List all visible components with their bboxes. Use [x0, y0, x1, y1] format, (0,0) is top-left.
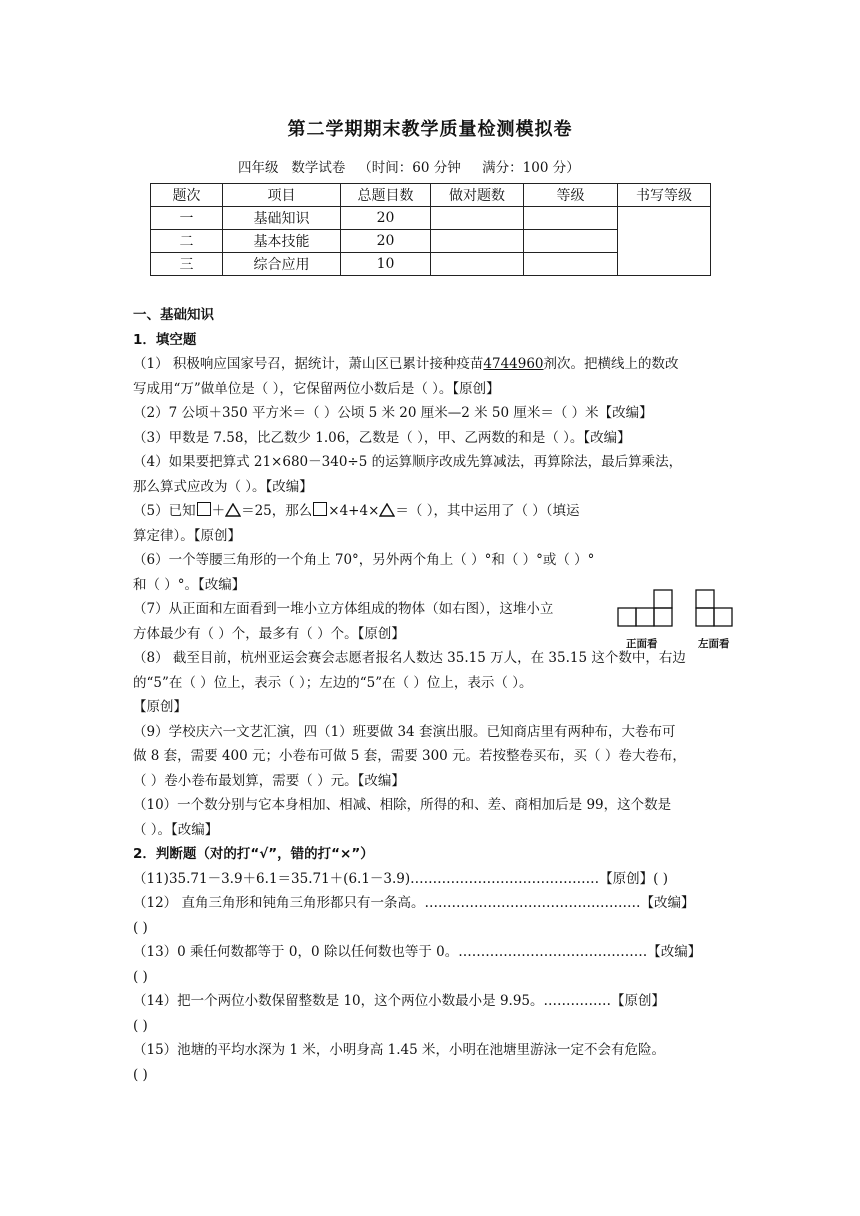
cube-views-drawing: [616, 584, 740, 634]
question-15: （15）池塘的平均水深为 1 米，小明身高 1.45 米，小明在池塘里游泳一定不会有危险。: [133, 1042, 665, 1058]
question-4: （4）如果要把算式 21×680－340÷5 的运算顺序改成先算减法，再算除法，最后算乘法，: [133, 454, 683, 470]
question-10: （10）一个数分别与它本身相加、相减、相除，所得的和、差、商相加后是 99，这个数是: [133, 797, 672, 813]
question-7: （7）从正面和左面看到一堆小立方体组成的物体（如右图），这堆小立: [133, 601, 554, 617]
square-icon: [313, 502, 327, 516]
triangle-icon: [225, 503, 241, 517]
answer-paren[interactable]: ( ): [133, 919, 148, 936]
question-9: （9）学校庆六一文艺汇演，四（1）班要做 34 套演出服。已知商店里有两种布，大卷布可: [133, 723, 676, 740]
question-9-cont: 做 8 套，需要 400 元；小卷布可做 5 套，需要 300 元。若按整卷买布，买（ ）卷大卷布，: [133, 748, 686, 764]
question-11: （11)35.71－3.9＋6.1＝35.71＋(6.1－3.9)……………………………………【原创】( ): [133, 870, 668, 887]
answer-cell[interactable]: [524, 253, 618, 276]
score-table: [150, 183, 711, 276]
table-cell: 三: [151, 253, 223, 276]
question-8-tag: 【原创】: [133, 699, 187, 715]
section-heading: 一、基础知识: [133, 307, 214, 323]
table-header: 做对题数: [431, 184, 524, 207]
exam-subtitle: 四年级 数学试卷 （时间：60 分钟 满分：100 分）: [238, 160, 580, 176]
table-cell: 一: [151, 207, 223, 230]
question-4-cont: 那么算式应改为（ ）。【改编】: [133, 478, 313, 495]
table-cell: 20: [341, 230, 431, 253]
table-header: 题次: [151, 184, 223, 207]
answer-paren[interactable]: ( ): [133, 1066, 148, 1083]
question-9-cont2: （ ）卷小卷布最划算，需要（ ）元。【改编】: [133, 772, 405, 789]
question-8-cont: 的“5”在（ ）位上，表示（ ）；左边的“5”在（ ）位上，表示（ ）。: [133, 674, 533, 691]
answer-paren[interactable]: ( ): [133, 1017, 148, 1034]
question-1-cont: 写成用“万”做单位是（ ），它保留两位小数后是（ ）。【原创】: [133, 380, 500, 397]
table-cell: 基础知识: [223, 207, 341, 230]
triangle-icon: [379, 503, 395, 517]
table-cell: 综合应用: [223, 253, 341, 276]
question-7-cont: 方体最少有（ ）个，最多有（ ）个。【原创】: [133, 625, 405, 642]
question-6-cont: 和（ ）°。【改编】: [133, 576, 246, 593]
front-view-label: 正面看: [626, 638, 658, 650]
question-5: （5）已知 ＋ ＝25，那么 ×4+4× ＝（ ），其中运用了（ ）（填运: [133, 503, 580, 519]
answer-paren[interactable]: ( ): [133, 968, 148, 985]
question-2: （2）7 公顷＋350 平方米＝（ ）公顷 5 米 20 厘米—2 米 50 厘米＝（ ）米【改编】: [133, 405, 653, 421]
answer-cell[interactable]: [524, 230, 618, 253]
table-cell: 二: [151, 230, 223, 253]
question-13: （13）0 乘任何数都等于 0，0 除以任何数也等于 0。……………………………………【改编】: [133, 944, 702, 960]
table-header: 项目: [223, 184, 341, 207]
square-icon: [197, 502, 211, 516]
question-14: （14）把一个两位小数保留整数是 10，这个两位小数最小是 9.95。……………【原创】: [133, 993, 665, 1009]
table-cell: 10: [341, 253, 431, 276]
question-3: （3）甲数是 7.58，比乙数少 1.06，乙数是（ ），甲、乙两数的和是（ ）。【改编】: [133, 429, 631, 446]
question-6: （6）一个等腰三角形的一个角上 70°，另外两个角上（ ）°和（ ）°或（ ）°: [133, 552, 595, 568]
answer-cell[interactable]: [524, 207, 618, 230]
question-10-cont: （ ）。【改编】: [133, 821, 219, 838]
table-header: 书写等级: [618, 184, 711, 207]
exam-title: 第二学期期末教学质量检测模拟卷: [287, 119, 573, 140]
underlined-number: 4744960: [483, 356, 544, 372]
answer-cell[interactable]: [431, 253, 524, 276]
left-view-label: 左面看: [698, 638, 730, 650]
writing-grade-cell[interactable]: [618, 207, 711, 276]
question-content: [133, 303, 733, 1087]
answer-cell[interactable]: [431, 230, 524, 253]
fill-blank-heading: 1．填空题: [133, 331, 197, 348]
table-cell: 基本技能: [223, 230, 341, 253]
cube-views-figure: [616, 584, 740, 654]
judge-heading: 2．判断题（对的打“√”，错的打“×”）: [133, 846, 374, 862]
table-row: [151, 207, 711, 230]
question-12: （12） 直角三角形和钝角三角形都只有一条高。…………………………………………【改编】: [133, 895, 695, 911]
answer-cell[interactable]: [431, 207, 524, 230]
table-header: 等级: [524, 184, 618, 207]
question-8: （8） 截至目前，杭州亚运会赛会志愿者报名人数达 35.15 万人，在 35.15 这个数中，右边: [133, 650, 686, 666]
question-5-cont: 算定律）。【原创】: [133, 527, 241, 544]
table-header-row: [151, 184, 711, 207]
table-header: 总题目数: [341, 184, 431, 207]
question-1: （1） 积极响应国家号召，据统计，萧山区已累计接种疫苗4744960剂次。把横线上的数改: [133, 356, 679, 372]
table-cell: 20: [341, 207, 431, 230]
